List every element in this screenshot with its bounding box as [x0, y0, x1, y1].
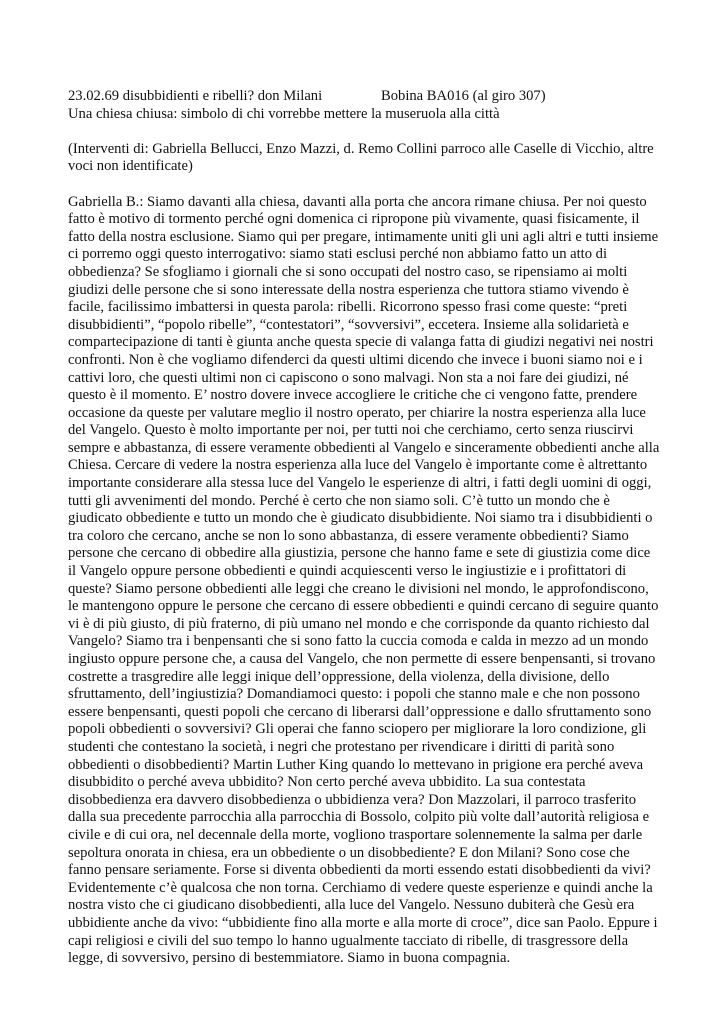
document-page	[68, 88, 660, 968]
document-subtitle: Una chiesa chiusa: simbolo di chi vorrebbe mettere la museruola alla città	[68, 105, 500, 122]
header-date-title: 23.02.69 disubbidienti e ribelli? don Milani	[68, 88, 323, 104]
participants-note: (Interventi di: Gabriella Bellucci, Enzo Mazzi, d. Remo Collini parroco alle Caselle di Vicchio, altre voci non identificate)	[68, 140, 654, 175]
document-header	[68, 88, 660, 106]
header-reel-info: Bobina BA016 (al giro 307)	[381, 88, 546, 104]
transcript-body: Gabriella B.: Siamo davanti alla chiesa, davanti alla porta che ancora rimane chiusa. Per noi questo fatto è motivo di tormento perché ogni domenica ci ripropone più vivamente, quasi fisicamente, il fatto della nostra esclusione. Siamo qui per pregare, intimamente uniti gli uni agli altri e tutti insieme ci porremo oggi questo interrogativo: siamo stati esclusi perché non abbiamo fatto un atto di obbedienza? Se sfogliamo i giornali che si sono occupati del nostro caso, se ripensiamo ai molti giudizi delle persone che si sono interessate della nostra esperienza che tuttora stiamo vivendo è facile, facilissimo imbattersi in questa parola: ribelli. Ricorrono spesso frasi come queste: “preti disubbidienti”, “popolo ribelle”, “contestatori”, “sovversivi”, eccetera. Insieme alla solidarietà e compartecipazione di tanti è giunta anche questa specie di valanga fatta di giudizi negativi nei nostri confronti. Non è che vogliamo difenderci da questi ultimi dicendo che invece i buoni siamo noi e i cattivi loro, che questi ultimi non ci capiscono o sono malvagi. Non sta a noi fare dei giudizi, né questo è il momento. E’ nostro dovere invece accogliere le critiche che ci vengono fatte, prendere occasione da queste per valutare meglio il nostro operato, per chiarire la nostra esperienza alla luce del Vangelo. Questo è molto importante per noi, per tutti noi che cerchiamo, certo senza riuscirvi sempre e abbastanza, di essere veramente obbedienti al Vangelo e sinceramente obbedienti anche alla Chiesa. Cercare di vedere la nostra esperienza alla luce del Vangelo è importante come è altrettanto importante considerare alla stessa luce del Vangelo le esperienze di altri, i fatti degli uomini di oggi, tutti gli avvenimenti del mondo. Perché è certo che non siamo soli. C’è tutto un mondo che è giudicato obbediente e tutto un mondo che è giudicato disubbidiente. Noi siamo tra i disubbidienti o tra coloro che cercano, anche se non lo sono abbastanza, di essere veramente obbedienti? Siamo persone che cercano di obbedire alla giustizia, persone che hanno fame e sete di giustizia come dice il Vangelo oppure persone obbedienti e quindi acquiescenti verso le ingiustizie e i profittatori di queste? Siamo persone obbedienti alle leggi che creano le divisioni nel mondo, le approfondiscono, le mantengono oppure le persone che cercano di essere obbedienti e quindi cercano di seguire quanto vi è di più giusto, di più fraterno, di più umano nel mondo e che corrisponde da quanto richiesto dal Vangelo? Siamo tra i benpensanti che si sono fatto la cuccia comoda e calda in mezzo ad un mondo ingiusto oppure persone che, a causa del Vangelo, che non permette di essere benpensanti, si trovano costrette a trasgredire alle leggi inique dell’oppressione, della violenza, della divisione, dello sfruttamento, dell’ingiustizia? Domandiamoci questo: i popoli che stanno male e che non possono essere benpensanti, questi popoli che cercano di liberarsi dall’oppressione e dallo sfruttamento sono popoli obbedienti o sovversivi? Gli operai che fanno sciopero per migliorare la loro condizione, gli studenti che contestano la società, i negri che protestano per rivendicare i diritti di parità sono obbedienti o disobbedienti? Martin Luther King quando lo mettevano in prigione era perché aveva disubbidito o perché aveva ubbidito? Non certo perché aveva ubbidito. La sua contestata disobbedienza era davvero disobbedienza o ubbidienza vera? Don Mazzolari, il parroco trasferito dalla sua precedente parrocchia alla parrocchia di Bossolo, colpito più volte dall’autorità religiosa e civile e di cui ora, nel decennale della morte, vogliono trasportare solennemente la salma per darle sepoltura onorata in chiesa, era un obbediente o un disobbediente? E don Milani? Sono cose che fanno pensare seriamente. Forse si diventa obbedienti da morti essendo estati disobbedienti da vivi? Evidentemente c’è qualcosa che non torna. Cerchiamo di vedere queste esperienze e quindi anche la nostra visto che ci giudicano disobbedienti, alla luce del Vangelo. Nessuno dubiterà che Gesù era ubbidiente anche da vivo: “ubbidiente fino alla morte e alla morte di croce”, dice san Paolo. Eppure i capi religiosi e civili del suo tempo lo hanno ugualmente tacciato di ribelle, di trasgressore della legge, di sovversivo, persino di bestemmiatore. Siamo in buona compagnia.	[68, 193, 660, 967]
